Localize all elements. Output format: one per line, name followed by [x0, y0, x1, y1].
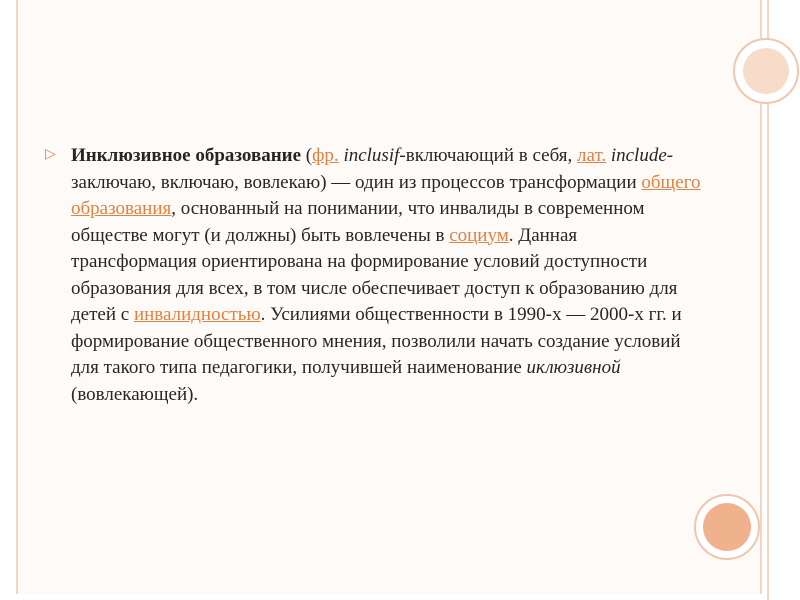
link-french[interactable]: фр. — [312, 145, 339, 166]
link-general-education[interactable]: общего образования — [71, 171, 701, 219]
french-word: inclusif — [343, 145, 400, 166]
link-latin[interactable]: лат. — [577, 145, 607, 166]
term-heading: Инклюзивное образование — [71, 145, 302, 166]
inclusive-word: иклюзивной — [526, 357, 621, 378]
orange-triangle-bullet-icon: ▷ — [45, 146, 56, 162]
body-paragraph — [71, 143, 705, 408]
link-society[interactable]: социум — [449, 224, 509, 246]
text-segment: ( — [301, 145, 313, 166]
decorative-circle-bottom-fill — [703, 503, 751, 551]
text-segment: , основанный на понимании, что инвалиды в современном обществе могут (и должны) быть вовлечены в — [71, 198, 645, 246]
text-segment: . Усилиями общественности в 1990-х — 2000-х гг. и формирование общественного мнения, позволили начать создание условий для такого типа педагогики, получившей наименование — [71, 304, 682, 378]
latin-word: include — [610, 145, 667, 166]
slide-content — [45, 143, 705, 408]
text-segment: . Данная трансформация ориентирована на формирование условий доступности образования для всех, в том числе обеспечивает доступ к образованию для детей с — [71, 224, 678, 325]
link-disability[interactable]: инвалидностью — [133, 304, 261, 325]
text-segment: -заключаю, включаю, вовлекаю) — один из процессов трансформации — [71, 145, 674, 193]
decorative-circle-top-fill — [743, 48, 789, 94]
text-segment: -включающий в себя, — [399, 145, 578, 166]
text-segment: (вовлекающей). — [71, 383, 199, 405]
